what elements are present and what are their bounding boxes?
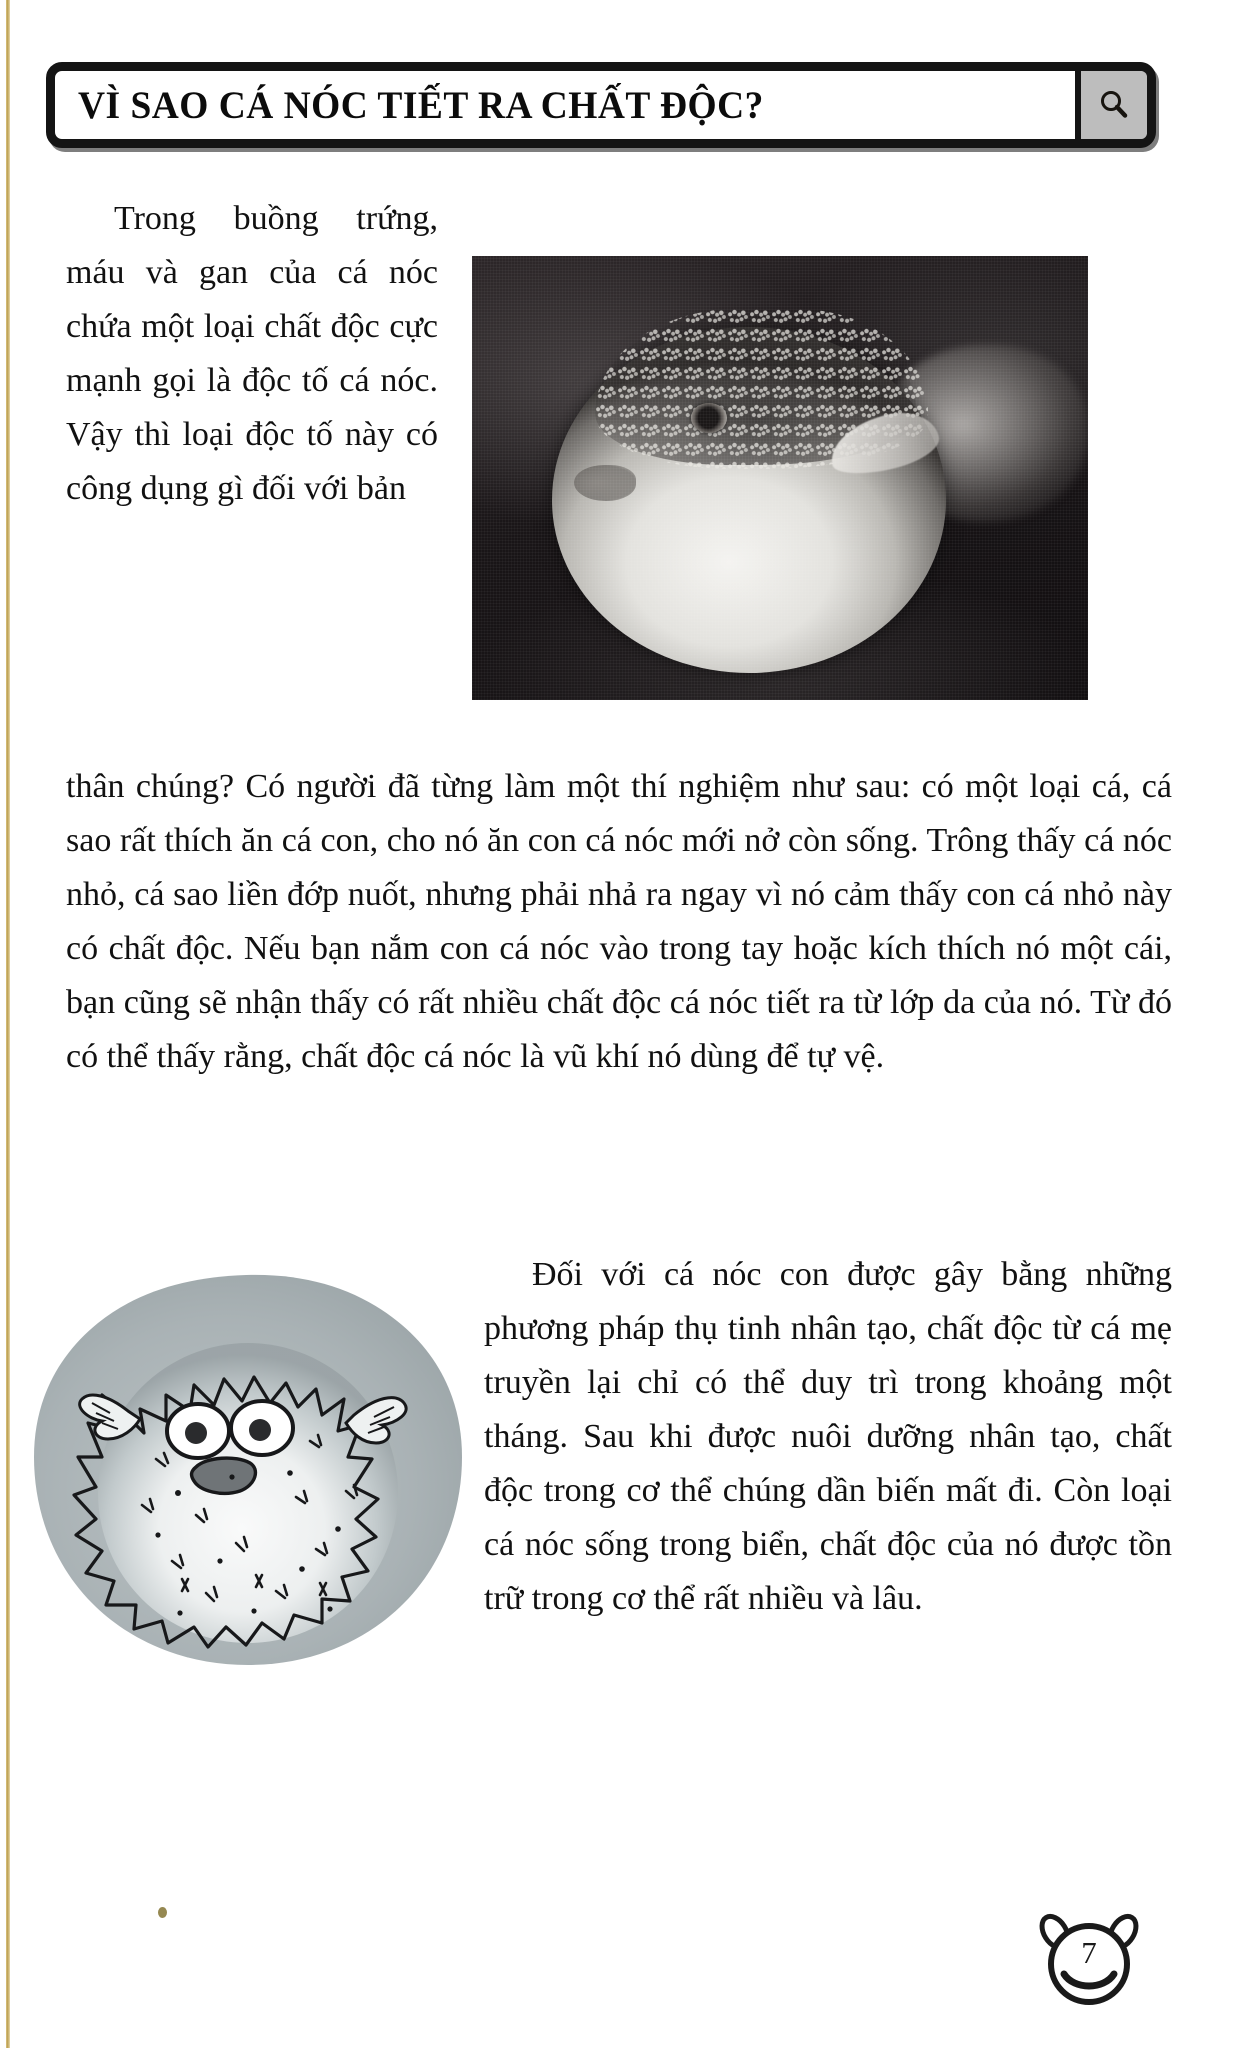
page-title: VÌ SAO CÁ NÓC TIẾT RA CHẤT ĐỘC? [78,83,764,127]
binding-edge [6,0,10,2048]
paper-speck [158,1907,167,1918]
paragraph-intro-text: Trong buồng trứng, máu và gan của cá nóc chứa một loại chất độc cực mạnh gọi là độc tố cá nóc. Vậy thì loại độc tố này có công dụng gì đối với bản [66,200,438,507]
paragraph-second-text: Đối với cá nóc con được gây bằng những phương pháp thụ tinh nhân tạo, chất độc từ cá mẹ truyền lại chỉ có thể duy trì trong khoảng một tháng. Sau khi được nuôi dưỡng nhân tạo, chất độc trong cơ thể chúng dần biến mất đi. Còn loại cá nóc sống trong biển, chất độc của nó được tồn trữ trong cơ thể rất nhiều và lâu. [484,1256,1172,1617]
pufferfish-cartoon-illustration [10,1243,480,1693]
photo-grain [472,256,1088,700]
search-icon [1096,87,1132,123]
badge-face-circle [1051,1926,1127,2002]
pufferfish-photograph [472,256,1088,700]
search-button[interactable] [1075,71,1147,139]
cartoon-fish-mouth [192,1458,256,1493]
page-number: 7 [1081,1935,1097,1970]
paragraph-second-column [484,1248,1172,1626]
title-bar [46,62,1156,148]
paragraph-main-full-width: thân chúng? Có người đã từng làm một thí nghiệm như sau: có một loại cá, cá sao rất thích ăn cá con, cho nó ăn con cá nóc mới nở còn sống. Trông thấy cá nóc nhỏ, cá sao liền đớp nuốt, nhưng phải nhả ra ngay vì nó cảm thấy con cá nhỏ này có chất độc. Nếu bạn nắm con cá nóc vào trong tay hoặc kích thích nó một cái, bạn cũng sẽ nhận thấy có rất nhiều chất độc cá nóc tiết ra từ lớp da của nó. Từ đó có thể thấy rằng, chất độc cá nóc là vũ khí nó dùng để tự vệ. [66,768,1172,1075]
paragraph-intro-column [66,192,438,516]
page-number-badge [1030,1908,1148,2014]
